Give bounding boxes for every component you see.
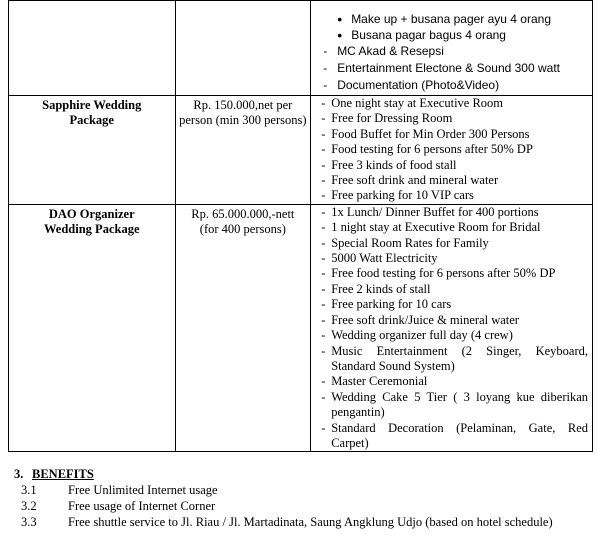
list-item: - Documentation (Photo&Video) bbox=[337, 77, 588, 94]
list-item: - 1 night stay at Executive Room for Bridal bbox=[331, 220, 588, 235]
package-price: Rp. 150.000,net per person (min 300 persons) bbox=[179, 98, 307, 127]
list-item: - Wedding organizer full day (4 crew) bbox=[331, 328, 588, 343]
benefit-item bbox=[14, 482, 599, 498]
list-item: - One night stay at Executive Room bbox=[331, 96, 588, 111]
list-item: - Free soft drink and mineral water bbox=[331, 173, 588, 188]
package-price: Rp. 65.000.000,-nett (for 400 persons) bbox=[191, 206, 295, 236]
list-item: - Master Ceremonial bbox=[331, 374, 588, 389]
list-item: - Food testing for 6 persons after 50% DP bbox=[331, 142, 588, 157]
list-item: - Food Buffet for Min Order 300 Persons bbox=[331, 127, 588, 142]
list-item: - 5000 Watt Electricity bbox=[331, 251, 588, 266]
list-item: - Free food testing for 6 persons after 50% DP bbox=[331, 266, 588, 281]
benefit-number: 3.2 bbox=[21, 499, 37, 513]
list-item: • Make up + busana pager ayu 4 orang bbox=[351, 11, 592, 27]
list-item: - Wedding Cake 5 Tier ( 3 loyang kue diberikan pengantin) bbox=[331, 390, 588, 421]
sub-bullet-list bbox=[311, 11, 592, 43]
list-item: - Free soft drink/Juice & mineral water bbox=[331, 313, 588, 328]
package-name: Sapphire Wedding Package bbox=[42, 98, 142, 127]
continued-features-cell bbox=[311, 1, 593, 96]
feature-list bbox=[311, 96, 592, 204]
benefit-number: 3.3 bbox=[21, 515, 37, 529]
list-item: - 1x Lunch/ Dinner Buffet for 400 portions bbox=[331, 205, 588, 220]
package-table bbox=[8, 0, 593, 452]
list-item: - Music Entertainment (2 Singer, Keyboard, Standard Sound System) bbox=[331, 344, 588, 375]
empty-price-cell bbox=[175, 1, 311, 96]
benefit-text: Free Unlimited Internet usage bbox=[68, 483, 218, 497]
list-item: - Free parking for 10 cars bbox=[331, 297, 588, 312]
empty-name-cell bbox=[9, 1, 176, 96]
list-item: - Special Room Rates for Family bbox=[331, 236, 588, 251]
list-item: - Entertainment Electone & Sound 300 watt bbox=[337, 60, 588, 77]
package-name: DAO Organizer Wedding Package bbox=[44, 206, 140, 236]
section-title: BENEFITS bbox=[32, 467, 94, 481]
benefit-item bbox=[14, 498, 599, 514]
list-item: - Free parking for 10 VIP cars bbox=[331, 188, 588, 203]
benefit-number: 3.1 bbox=[21, 483, 37, 497]
section-number: 3. bbox=[14, 467, 24, 481]
benefit-item bbox=[14, 514, 599, 530]
benefits-heading bbox=[14, 466, 599, 482]
benefits-section bbox=[14, 466, 599, 530]
table-row-sapphire bbox=[9, 96, 593, 205]
list-item: - Standard Decoration (Pelaminan, Gate, Red Carpet) bbox=[331, 421, 588, 452]
continued-item-list bbox=[311, 43, 592, 93]
list-item: - Free 2 kinds of stall bbox=[331, 282, 588, 297]
feature-list bbox=[311, 205, 592, 452]
table-row-dao bbox=[9, 204, 593, 452]
list-item: - Free for Dressing Room bbox=[331, 111, 588, 126]
list-item: • Busana pagar bagus 4 orang bbox=[351, 27, 592, 43]
table-row-continued bbox=[9, 1, 593, 96]
list-item: - MC Akad & Resepsi bbox=[337, 43, 588, 60]
list-item: - Free 3 kinds of food stall bbox=[331, 158, 588, 173]
benefit-text: Free shuttle service to Jl. Riau / Jl. Martadinata, Saung Angklung Udjo (based on hotel schedule) bbox=[68, 515, 553, 529]
benefit-text: Free usage of Internet Corner bbox=[68, 499, 216, 513]
